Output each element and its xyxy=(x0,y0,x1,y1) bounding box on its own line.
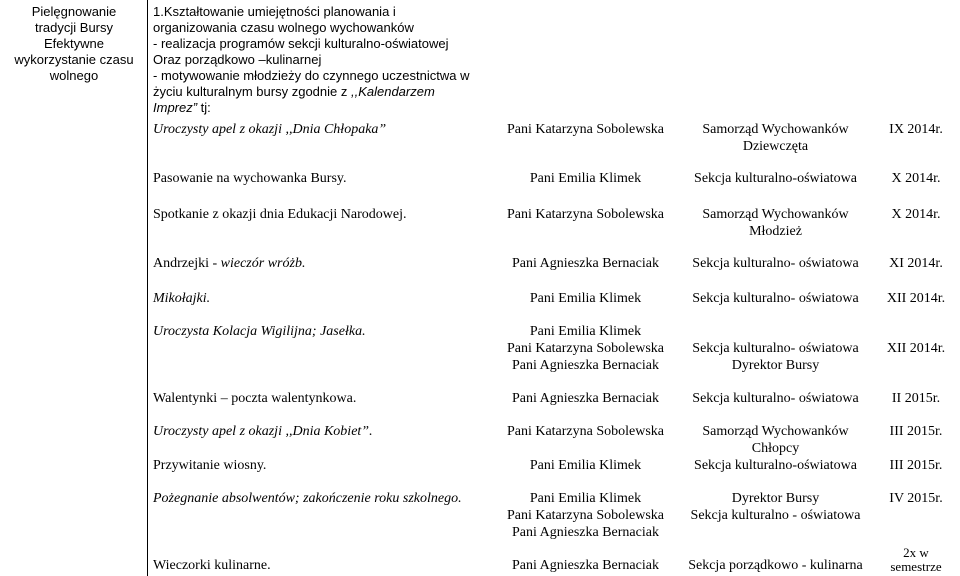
column-divider xyxy=(147,0,148,576)
responsible-person: Pani Emilia Klimek xyxy=(529,291,642,306)
event-name: Mikołajki. xyxy=(153,291,211,306)
organizer: Sekcja kulturalno - oświatowa xyxy=(690,508,861,523)
event-name: Uroczysty apel z okazji ,,Dnia Kobiet”. xyxy=(153,424,373,439)
event-date: IV 2015r. xyxy=(889,491,943,506)
event-date: semestrze xyxy=(890,559,942,574)
responsible-person: Pani Katarzyna Sobolewska xyxy=(506,508,665,523)
responsible-person: Pani Agnieszka Bernaciak xyxy=(512,256,659,271)
event-name: Pasowanie na wychowanka Bursy. xyxy=(153,171,347,186)
event-date: II 2015r. xyxy=(891,391,941,406)
event-name: Przywitanie wiosny. xyxy=(153,458,267,473)
organizer: Sekcja kulturalno- oświatowa xyxy=(692,291,859,306)
intro-italic-span: ,,Kalendarzem xyxy=(350,84,435,99)
event-name xyxy=(153,255,305,272)
responsible-person: Pani Agnieszka Bernaciak xyxy=(512,358,659,373)
responsible-person: Pani Katarzyna Sobolewska xyxy=(506,341,665,356)
event-date: X 2014r. xyxy=(891,171,941,186)
intro-line: 1.Kształtowanie umiejętności planowania i xyxy=(153,4,396,19)
category-line: Pielęgnowanie xyxy=(31,4,117,19)
intro-text-span: tj: xyxy=(197,100,211,115)
organizer: Chłopcy xyxy=(751,441,800,456)
responsible-person: Pani Agnieszka Bernaciak xyxy=(512,525,659,540)
event-name: Uroczysta Kolacja Wigilijna; Jasełka. xyxy=(153,324,366,339)
organizer: Sekcja kulturalno- oświatowa xyxy=(692,391,859,406)
intro-line xyxy=(153,100,498,116)
event-name: Pożegnanie absolwentów; zakończenie roku szkolnego. xyxy=(153,491,462,506)
event-date: III 2015r. xyxy=(889,458,943,473)
organizer: Sekcja kulturalno-oświatowa xyxy=(694,171,857,186)
responsible-person: Pani Katarzyna Sobolewska xyxy=(506,122,665,137)
category-label xyxy=(4,4,144,84)
organizer: Samorząd Wychowanków xyxy=(702,122,849,137)
responsible-person: Pani Emilia Klimek xyxy=(529,324,642,339)
intro-line: - motywowanie młodzieży do czynnego uczestnictwa w xyxy=(153,68,470,83)
category-line: tradycji Bursy xyxy=(34,20,114,35)
organizer: Dyrektor Bursy xyxy=(731,358,820,373)
event-name: Spotkanie z okazji dnia Edukacji Narodowej. xyxy=(153,207,407,222)
responsible-person: Pani Emilia Klimek xyxy=(529,458,642,473)
event-date: XII 2014r. xyxy=(886,341,946,356)
responsible-person: Pani Katarzyna Sobolewska xyxy=(506,424,665,439)
event-name: Uroczysty apel z okazji ,,Dnia Chłopaka” xyxy=(153,122,387,137)
intro-text-span: życiu kulturalnym bursy zgodnie z xyxy=(153,84,351,99)
organizer: Sekcja porządkowo - kulinarna xyxy=(688,558,863,573)
intro-line xyxy=(153,84,498,100)
event-date: III 2015r. xyxy=(889,424,943,439)
responsible-person: Pani Agnieszka Bernaciak xyxy=(512,391,659,406)
intro-line: organizowania czasu wolnego wychowanków xyxy=(153,20,414,35)
intro-italic-span: Imprez” xyxy=(153,100,198,115)
event-text-span: Andrzejki - xyxy=(153,256,221,271)
organizer: Sekcja kulturalno-oświatowa xyxy=(694,458,857,473)
intro-text xyxy=(153,4,498,116)
category-line: Efektywne xyxy=(44,36,104,51)
responsible-person: Pani Agnieszka Bernaciak xyxy=(512,558,659,573)
event-name: Walentynki – poczta walentynkowa. xyxy=(153,391,357,406)
event-date: IX 2014r. xyxy=(889,122,943,137)
organizer: Młodzież xyxy=(749,224,802,239)
event-date: XII 2014r. xyxy=(886,291,946,306)
intro-line: - realizacja programów sekcji kulturalno-oświatowej xyxy=(153,36,449,51)
responsible-person: Pani Emilia Klimek xyxy=(529,491,642,506)
event-date: 2x w xyxy=(903,545,929,560)
organizer: Dziewczęta xyxy=(742,139,809,154)
category-line: wykorzystanie czasu xyxy=(14,52,134,67)
organizer: Sekcja kulturalno- oświatowa xyxy=(692,256,859,271)
event-italic-span: wieczór wróżb. xyxy=(220,256,306,271)
event-name: Wieczorki kulinarne. xyxy=(153,558,271,573)
event-date: XI 2014r. xyxy=(889,256,943,271)
organizer: Samorząd Wychowanków xyxy=(702,207,849,222)
responsible-person: Pani Emilia Klimek xyxy=(529,171,642,186)
event-date: X 2014r. xyxy=(891,207,941,222)
intro-line: Oraz porządkowo –kulinarnej xyxy=(153,52,322,67)
category-line: wolnego xyxy=(49,68,99,83)
responsible-person: Pani Katarzyna Sobolewska xyxy=(506,207,665,222)
organizer: Sekcja kulturalno- oświatowa xyxy=(692,341,859,356)
organizer: Samorząd Wychowanków xyxy=(702,424,849,439)
organizer: Dyrektor Bursy xyxy=(731,491,820,506)
